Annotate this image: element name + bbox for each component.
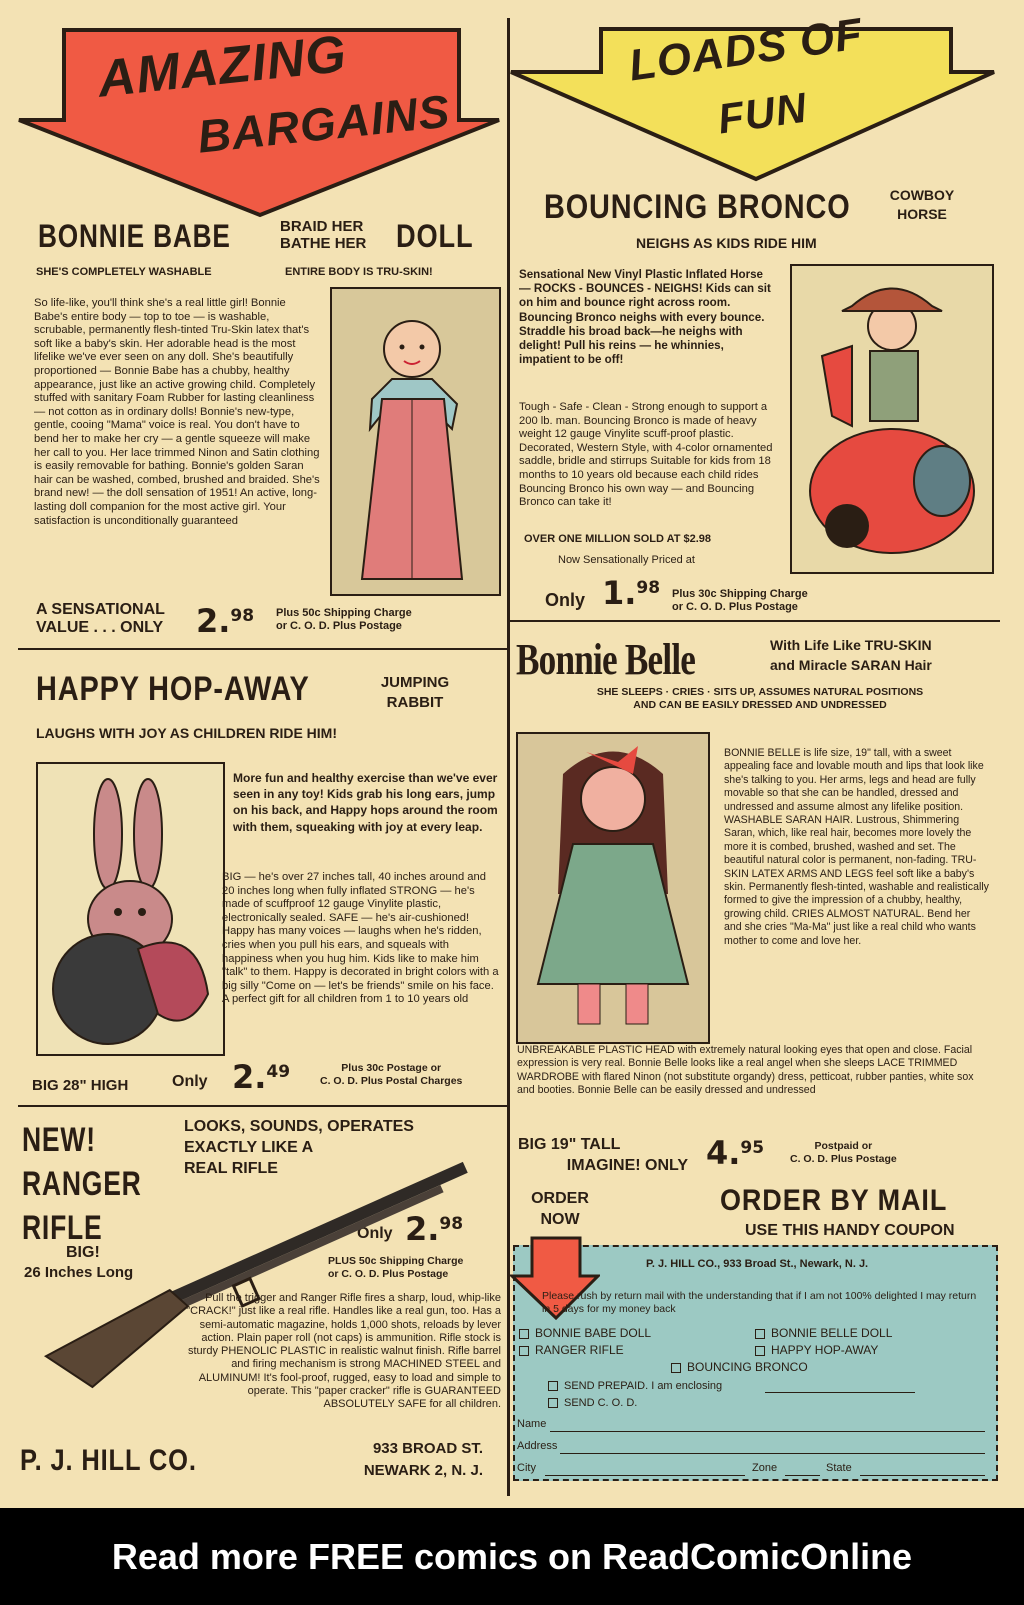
hop-away-title: HAPPY HOP-AWAY bbox=[36, 670, 310, 708]
bonnie-belle-price: 4.95 bbox=[706, 1134, 765, 1172]
bonnie-babe-sub-right: ENTIRE BODY IS TRU-SKIN! bbox=[285, 266, 433, 278]
bonnie-babe-price-label: A SENSATIONAL VALUE . . . ONLY bbox=[36, 601, 165, 636]
coupon-state-field[interactable] bbox=[860, 1475, 985, 1476]
ranger-rifle-looks: LOOKS, SOUNDS, OPERATES EXACTLY LIKE A REAL RIFLE bbox=[184, 1118, 414, 1177]
bonnie-belle-body: BONNIE BELLE is life size, 19" tall, with a sweet appealing face and lovable mouth and lips that look like she's talking to you. Her arms, legs and head are fully movable so that she can be handled, dressed and undressed and assume almost any lifelike position. WASHABLE SARAN HAIR. Lustrous, Shimmering Saran, which, like real hair, becomes more lovely the more it is combed, brushed, washed and set. The beautiful natural color is permanent, non-fading. TRU-SKIN LATEX ARMS AND LEGS feel soft like a baby's skin. Permanently flesh-tinted, washable and realistically formed to give the impression of a chubby, healthy, growing child. CRIES ALMOST NATURAL. Bend her and she cries "Ma-Ma" just like a real child who wants mother to come and love her. bbox=[724, 747, 989, 947]
bronco-shipping: Plus 30c Shipping Charge or C. O. D. Plus Postage bbox=[672, 588, 808, 613]
bonnie-belle-sub: SHE SLEEPS · CRIES · SITS UP, ASSUMES NATURAL POSITIONS AND CAN BE EASILY DRESSED AND UNDRESSED bbox=[596, 686, 924, 711]
bronco-subtitle: NEIGHS AS KIDS RIDE HIM bbox=[636, 235, 817, 251]
coupon-zone-field[interactable] bbox=[785, 1475, 820, 1476]
bronco-intro: Sensational New Vinyl Plastic Inflated Horse — ROCKS - BOUNCES - NEIGHS! Kids can sit on him and bounce right across room. Bouncing Bronco neighs with every bounce. Straddle his broad back—he neighs with delight! Pull his reins — he whinnies, impatient to be off! bbox=[519, 268, 771, 367]
bronco-sold: OVER ONE MILLION SOLD AT $2.98 bbox=[524, 533, 712, 545]
banner-right-line2: FUN bbox=[715, 83, 810, 143]
ranger-rifle-length: 26 Inches Long bbox=[24, 1264, 134, 1281]
coupon-name-label: Name bbox=[517, 1418, 547, 1430]
bonnie-belle-title: Bonnie Belle bbox=[516, 635, 696, 684]
bonnie-babe-sub-left: SHE'S COMPLETELY WASHABLE bbox=[36, 266, 212, 278]
coupon-item-4[interactable]: HAPPY HOP-AWAY bbox=[755, 1342, 878, 1358]
coupon-item-5[interactable]: BOUNCING BRONCO bbox=[671, 1359, 808, 1375]
ranger-rifle-body: Pull the trigger and Ranger Rifle fires a sharp, loud, whip-like "CRACK!" just like a real rifle. Handles like a real gun, too. Has a semi-automatic magazine, holds 1,000 shots, reloads by lever action. Plain paper roll (not caps) is ammunition. Rifle stock is sturdy PHENOLIC PLASTIC in realistic walnut finish. Rifle barrel and firing mechanism is strong MACHINED STEEL and ALUMINUM! It's fool-proof, rugged, easy to load and simple to operate. This "paper cracker" rifle is GUARANTEED ABSOLUTELY SAFE for all children. bbox=[186, 1292, 501, 1411]
order-now: ORDER NOW bbox=[531, 1190, 589, 1228]
bonnie-babe-image bbox=[330, 287, 501, 596]
hop-away-price: 2.49 bbox=[232, 1058, 291, 1096]
checkbox-icon[interactable] bbox=[519, 1346, 529, 1356]
hop-away-subtitle: LAUGHS WITH JOY AS CHILDREN RIDE HIM! bbox=[36, 725, 338, 741]
bonnie-babe-title: BONNIE BABE bbox=[38, 218, 231, 254]
coupon-address-label: Address bbox=[517, 1440, 558, 1452]
checkbox-icon[interactable] bbox=[755, 1329, 765, 1339]
bronco-body: Tough - Safe - Clean - Strong enough to support a 200 lb. man. Bouncing Bronco is made of heavy weight 12 gauge Vinylite scuff-proof plastic. Decorated, Western Style, with 4-color ornamented saddle, bridle and stirrups Suitable for kids from 18 months to 10 years old because each child rides Bouncing Bronco his own way — and Bouncing Bronco can take it! bbox=[519, 401, 773, 509]
coupon-prepaid[interactable]: SEND PREPAID. I am enclosing bbox=[548, 1379, 722, 1394]
checkbox-icon[interactable] bbox=[548, 1381, 558, 1391]
ranger-rifle-only: Only bbox=[357, 1225, 393, 1242]
coupon-state-label: State bbox=[826, 1462, 852, 1474]
ranger-rifle-shipping: PLUS 50c Shipping Charge or C. O. D. Plus Postage bbox=[328, 1255, 464, 1280]
divider-left-2 bbox=[18, 1105, 507, 1107]
hop-away-intro: More fun and healthy exercise than we've ever seen in any toy! Kids grab his long ears, jump on his back, and Happy hops around the room with them, squeaking with joy at every leap. bbox=[233, 771, 498, 834]
company-name: P. J. HILL CO. bbox=[20, 1444, 197, 1477]
bronco-title: BOUNCING BRONCO bbox=[544, 188, 851, 226]
horse-illustration-icon bbox=[792, 266, 992, 572]
hop-away-body: BIG — he's over 27 inches tall, 40 inches around and 20 inches long when fully inflated STRONG — he's made of scuffproof 12 gauge Vinylite plastic, electronically sealed. SAFE — he's air-cushioned! Happy has many voices — laughs when he's ridden, cries when you pull his ears, and squeals with happiness when you hug him. Kids like to make him "talk" to them. Happy is decorated in bright colors with a big silly "Come on — let's be friends" smile on his face. A perfect gift for all children from 1 to 10 years old bbox=[222, 871, 499, 1006]
coupon-hint: USE THIS HANDY COUPON bbox=[745, 1222, 955, 1239]
ranger-rifle-big: BIG! bbox=[66, 1244, 100, 1261]
coupon-item-3[interactable]: RANGER RIFLE bbox=[519, 1342, 624, 1358]
banner-left-line1: AMAZING bbox=[95, 24, 350, 109]
hop-away-shipping: Plus 30c Postage or C. O. D. Plus Postal Charges bbox=[320, 1062, 463, 1087]
coupon-city-field[interactable] bbox=[545, 1475, 745, 1476]
rabbit-illustration-icon bbox=[38, 764, 223, 1054]
hop-away-only: Only bbox=[172, 1073, 208, 1090]
coupon-address-field[interactable] bbox=[560, 1453, 985, 1454]
bronco-only: Only bbox=[545, 590, 586, 610]
doll-illustration-icon bbox=[518, 734, 708, 1042]
ranger-rifle-heading: NEW! RANGER RIFLE bbox=[22, 1121, 142, 1247]
bonnie-babe-doll: DOLL bbox=[396, 218, 474, 254]
bonnie-babe-braid: BRAID HER BATHE HER bbox=[280, 218, 367, 252]
banner-left-line2: BARGAINS bbox=[195, 84, 453, 163]
checkbox-icon[interactable] bbox=[755, 1346, 765, 1356]
company-address: 933 BROAD ST. NEWARK 2, N. J. bbox=[363, 1440, 483, 1479]
bonnie-belle-shipping: Postpaid or C. O. D. Plus Postage bbox=[790, 1140, 897, 1165]
hop-away-jumping-rabbit: JUMPING RABBIT bbox=[380, 674, 450, 711]
coupon-item-1[interactable]: BONNIE BABE DOLL bbox=[519, 1325, 651, 1341]
order-by-mail: ORDER BY MAIL bbox=[720, 1184, 948, 1217]
checkbox-icon[interactable] bbox=[671, 1363, 681, 1373]
footer-text[interactable]: Read more FREE comics on ReadComicOnline bbox=[111, 1535, 913, 1577]
bronco-image bbox=[790, 264, 994, 574]
ranger-rifle-price: 2.98 bbox=[405, 1210, 464, 1248]
bonnie-babe-body: So life-like, you'll think she's a real little girl! Bonnie Babe's entire body — top to toe — is washable, scrubable, permanently flesh-tinted Tru-Skin latex that's soft like a baby's skin. Her adorable head is the most lifelike we've ever seen on any doll. She's beautifully proportioned — Bonnie Babe has a chubby, healthy appearance, just like an active growing child. Completely stuffed with sanitary Foam Rubber for lasting cleanliness — not cotton as in ordinary dolls! Bonnie's new-type, gentle, cooing "Mama" voice is real. You don't have to bend her to make her cry — a gentle squeeze will make her call to you. Her lace trimmed Ninon and Satin clothing is easily removable for bathing. Bonnie's golden Saran hair can be washed, combed, brushed and braided. She's brand new! — the doll sensation of 1951! An active, long-lasting doll companion for the most active girl. Your satisfaction is unconditionally guaranteed bbox=[34, 297, 320, 527]
bonnie-belle-image bbox=[516, 732, 710, 1044]
bronco-cowboy-horse: COWBOY HORSE bbox=[889, 187, 955, 222]
hop-away-size: BIG 28" HIGH bbox=[32, 1077, 129, 1094]
bonnie-babe-price: 2.98 bbox=[196, 602, 255, 640]
bonnie-belle-body2: UNBREAKABLE PLASTIC HEAD with extremely natural looking eyes that open and close. Facial expression is very real. Bonnie Belle looks like a real angel when she sleeps LACE TRIMMED WARDROBE with flared Ninon (not substitute organdy) dress, petticoat, rubber panties, white sox and booties. Bonnie Belle can be easily dressed and undressed bbox=[517, 1044, 974, 1097]
bronco-now: Now Sensationally Priced at bbox=[558, 554, 695, 566]
coupon-city-label: City bbox=[517, 1462, 536, 1474]
checkbox-icon[interactable] bbox=[548, 1398, 558, 1408]
hop-away-image bbox=[36, 762, 225, 1056]
bronco-price: 1.98 bbox=[602, 574, 661, 612]
divider-right-1 bbox=[510, 620, 1000, 622]
coupon-text: Please rush by return mail with the understanding that if I am not 100% delighted I may return in 5 days for my money back bbox=[542, 1290, 977, 1315]
coupon-header: P. J. HILL CO., 933 Broad St., Newark, N. J. bbox=[646, 1258, 869, 1270]
bonnie-babe-shipping: Plus 50c Shipping Charge or C. O. D. Plus Postage bbox=[276, 607, 412, 632]
coupon-cod[interactable]: SEND C. O. D. bbox=[548, 1396, 637, 1411]
checkbox-icon[interactable] bbox=[519, 1329, 529, 1339]
footer-banner[interactable] bbox=[0, 1508, 1024, 1605]
doll-illustration-icon bbox=[332, 289, 499, 594]
divider-left-1 bbox=[18, 648, 507, 650]
bonnie-belle-with: With Life Like TRU-SKIN and Miracle SARAN Hair bbox=[770, 637, 932, 673]
prepaid-amount-line[interactable] bbox=[765, 1392, 915, 1393]
coupon-item-2[interactable]: BONNIE BELLE DOLL bbox=[755, 1325, 892, 1341]
coupon-name-field[interactable] bbox=[550, 1431, 985, 1432]
coupon-zone-label: Zone bbox=[752, 1462, 778, 1474]
bonnie-belle-big: BIG 19" TALL IMAGINE! ONLY bbox=[518, 1136, 688, 1174]
banner-right-line1: LOADS OF bbox=[626, 9, 866, 91]
